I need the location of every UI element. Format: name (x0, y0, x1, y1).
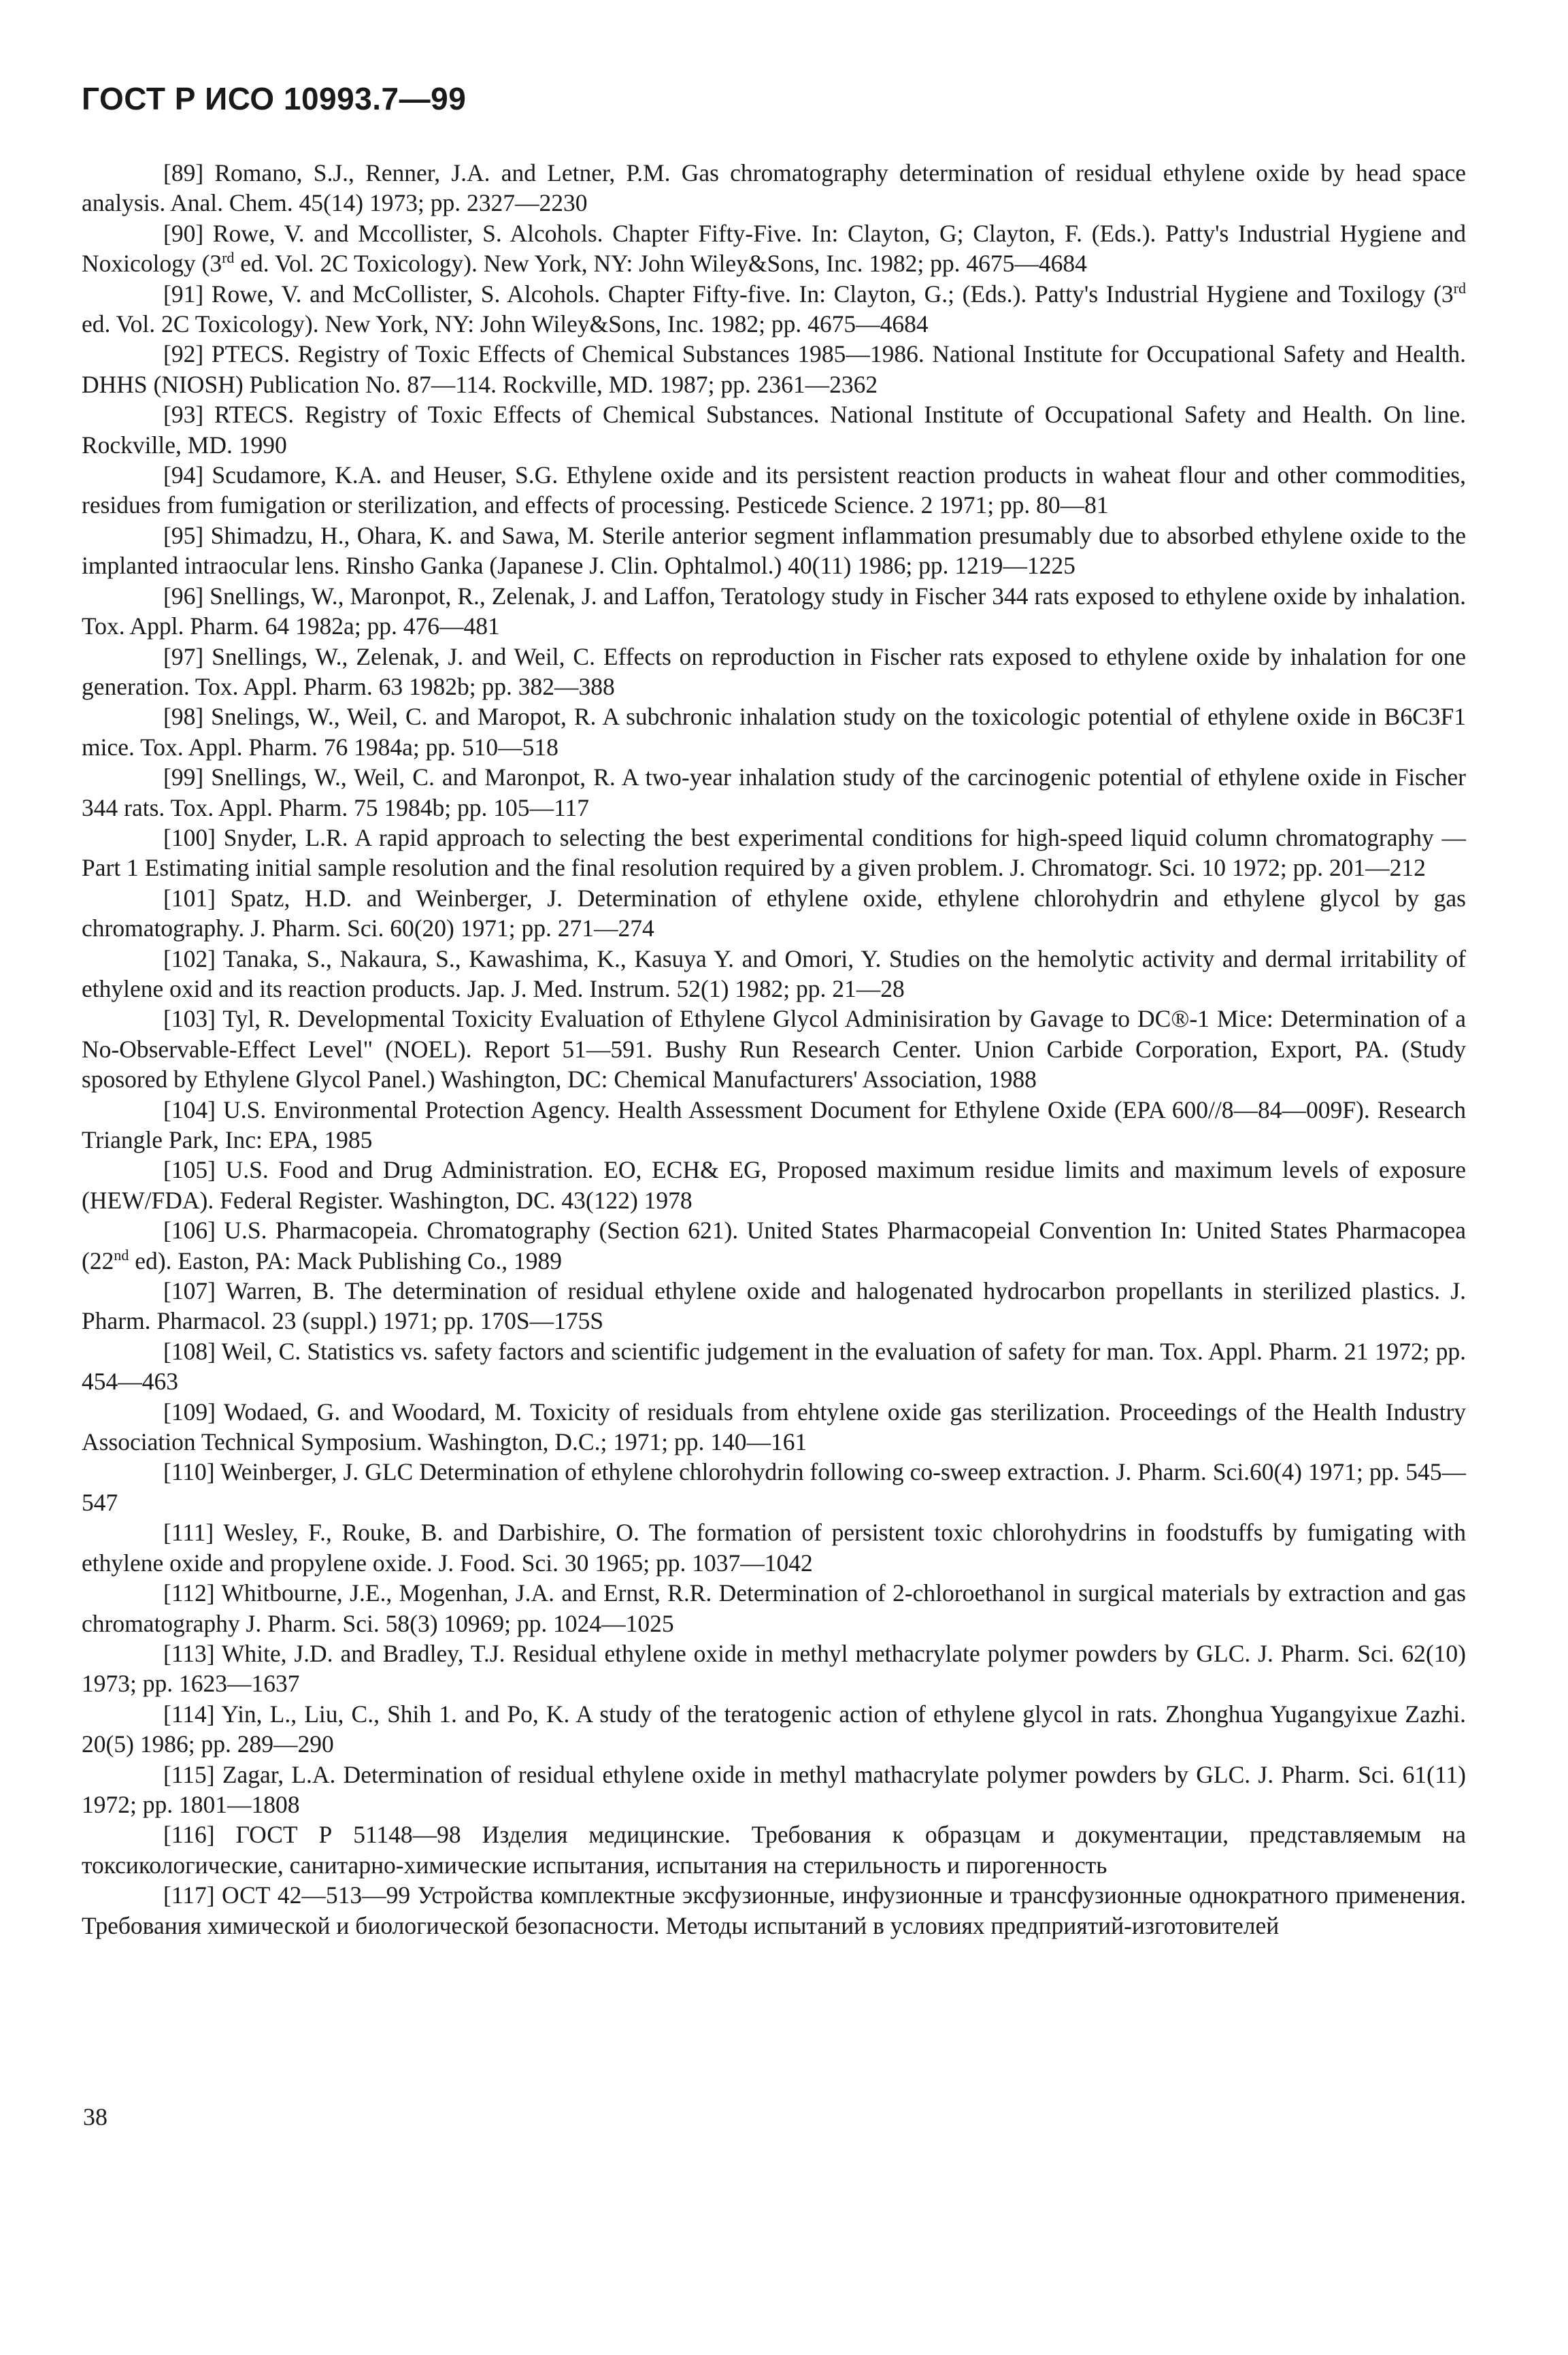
page-header-title: ГОСТ Р ИСО 10993.7—99 (82, 81, 467, 116)
reference-number: [109] (163, 1398, 216, 1426)
reference-entry (82, 1215, 1466, 1276)
reference-text: Spatz, H.D. and Weinberger, J. Determination of ethylene oxide, ethylene chlorohydrin and ethylene glycol by gas chromatography. J. Pharm. Sci. 60(20) 1971; pp. 271—274 (82, 884, 1466, 942)
reference-text: Rowe, V. and Mccollister, S. Alcohols. Chapter Fifty-Five. In: Clayton, G; Clayton, F. (Eds.). Patty's Industrial Hygiene and Noxicology (3 (82, 219, 1467, 278)
reference-number: [106] (163, 1217, 216, 1245)
reference-number: [92] (163, 340, 204, 368)
reference-text: Tanaka, S., Nakaura, S., Kawashima, K., Kasuya Y. and Omori, Y. Studies on the hemolytic activity and dermal irritability of ethylene oxid and its reaction products. Jap. J. Med. Instrum. 52(1) 1982; pp. 21—28 (82, 944, 1467, 1002)
reference-entry (82, 944, 1466, 1004)
reference-text: Snellings, W., Maronpot, R., Zelenak, J. and Laffon, Teratology study in Fischer 344 rats exposed to ethylene oxide by inhalation. Tox. Appl. Pharm. 64 1982a; pp. 476—481 (82, 582, 1467, 640)
reference-entry (82, 460, 1466, 521)
reference-entry (82, 1276, 1466, 1336)
reference-text: Wodaed, G. and Woodard, M. Toxicity of residuals from ehtylene oxide gas sterilization. Proceedings of the Health Industry Association Technical Symposium. Washington, D.C.; 1971; pp. 140—161 (82, 1398, 1467, 1456)
reference-number: [105] (163, 1156, 216, 1184)
reference-entry (82, 762, 1466, 823)
reference-number: [110] (163, 1458, 215, 1486)
reference-text: Rowe, V. and McCollister, S. Alcohols. Chapter Fifty-five. In: Clayton, G.; (Eds.). Patty's Industrial Hygiene and Toxilogy (3 (211, 280, 1454, 308)
reference-number: [116] (163, 1821, 215, 1849)
reference-number: [89] (163, 159, 204, 186)
reference-number: [107] (163, 1277, 216, 1305)
reference-text: RTECS. Registry of Toxic Effects of Chemical Substances. National Institute of Occupational Safety and Health. On line. Rockville, MD. 1990 (82, 401, 1467, 459)
reference-number: [94] (163, 461, 204, 489)
reference-entry (82, 1578, 1466, 1638)
reference-entry (82, 1004, 1466, 1094)
reference-entry (82, 1397, 1466, 1458)
reference-number: [100] (163, 823, 216, 851)
reference-number: [97] (163, 642, 204, 670)
reference-number: [98] (163, 703, 204, 731)
reference-text-continued: ed). Easton, PA: Mack Publishing Co., 1989 (129, 1247, 563, 1274)
reference-entry (82, 1880, 1466, 1941)
reference-entry (82, 1336, 1466, 1397)
reference-number: [114] (163, 1700, 215, 1728)
reference-text: PTECS. Registry of Toxic Effects of Chemical Substances 1985—1986. National Institute for Occupational Safety and Health. DHHS (NIOSH) Publication No. 87—114. Rockville, MD. 1987; pp. 2361—2362 (82, 340, 1467, 398)
reference-entry (82, 823, 1466, 883)
reference-text: ОСТ 42—513—99 Устройства комплектные эксфузионные, инфузионные и трансфузионные однократного применения. Требования химической и биологической безопасности. Методы испытаний в условиях предприятий-изготовителей (82, 1881, 1467, 1939)
reference-text: Yin, L., Liu, C., Shih 1. and Po, K. A study of the teratogenic action of ethylene glycol in rats. Zhonghua Yugangyixue Zazhi. 20(5) 1986; pp. 289—290 (82, 1700, 1466, 1758)
reference-text: Whitbourne, J.E., Mogenhan, J.A. and Ernst, R.R. Determination of 2-chloroethanol in surgical materials by extraction and gas chromatography J. Pharm. Sci. 58(3) 10969; pp. 1024—1025 (82, 1579, 1466, 1637)
reference-text: Snyder, L.R. A rapid approach to selecting the best experimental conditions for high-speed liquid column chromatography — Part 1 Estimating initial sample resolution and the final resolution required by a given problem. J. Chromatogr. Sci. 10 1972; pp. 201—212 (82, 823, 1467, 882)
reference-text: Snelings, W., Weil, C. and Maropot, R. A subchronic inhalation study on the toxicologic potential of ethylene oxide in B6C3F1 mice. Tox. Appl. Pharm. 76 1984a; pp. 510—518 (82, 703, 1466, 761)
reference-text: Warren, B. The determination of residual ethylene oxide and halogenated hydrocarbon propellants in sterilized plastics. J. Pharm. Pharmacol. 23 (suppl.) 1971; pp. 170S—175S (82, 1277, 1467, 1335)
reference-number: [102] (163, 944, 216, 972)
reference-text: White, J.D. and Bradley, T.J. Residual ethylene oxide in methyl methacrylate polymer powders by GLC. J. Pharm. Sci. 62(10) 1973; pp. 1623—1637 (82, 1639, 1467, 1698)
reference-text: U.S. Environmental Protection Agency. Health Assessment Document for Ethylene Oxide (EPA 600//8—84—009F). Research Triangle Park, Inc: EPA, 1985 (82, 1096, 1467, 1153)
reference-text: Scudamore, K.A. and Heuser, S.G. Ethylene oxide and its persistent reaction products in waheat flour and other commodities, residues from fumigation or sterilization, and effects of processing. Pesticede Science. 2 1971; pp. 80—81 (82, 461, 1466, 519)
reference-text: U.S. Food and Drug Administration. EO, ECH& EG, Proposed maximum residue limits and maximum levels of exposure (HEW/FDA). Federal Register. Washington, DC. 43(122) 1978 (82, 1156, 1467, 1214)
reference-text: Wesley, F., Rouke, B. and Darbishire, O. The formation of persistent toxic chlorohydrins in foodstuffs by fumigating with ethylene oxide and propylene oxide. J. Food. Sci. 30 1965; pp. 1037—1042 (82, 1519, 1466, 1577)
reference-entry (82, 883, 1466, 944)
reference-number: [104] (163, 1096, 216, 1123)
reference-number: [111] (163, 1519, 214, 1547)
reference-entry (82, 158, 1466, 218)
reference-entry (82, 218, 1466, 279)
reference-entry (82, 1457, 1466, 1517)
reference-entry (82, 642, 1466, 702)
reference-entry (82, 399, 1466, 460)
reference-text: Romano, S.J., Renner, J.A. and Letner, P.M. Gas chromatography determination of residual ethylene oxide by head space analysis. Anal. Chem. 45(14) 1973; pp. 2327—2230 (82, 159, 1466, 217)
reference-text: Weinberger, J. GLC Determination of ethylene chlorohydrin following co-sweep extraction. J. Pharm. Sci.60(4) 1971; pp. 545—547 (82, 1458, 1467, 1516)
reference-entry (82, 702, 1466, 762)
reference-text: Zagar, L.A. Determination of residual ethylene oxide in methyl mathacrylate polymer powders by GLC. J. Pharm. Sci. 61(11) 1972; pp. 1801—1808 (82, 1760, 1466, 1818)
reference-number: [101] (163, 884, 216, 912)
reference-number: [91] (163, 280, 204, 308)
reference-entry (82, 521, 1466, 581)
reference-entry (82, 1638, 1466, 1699)
reference-number: [113] (163, 1639, 215, 1667)
reference-text: Weil, C. Statistics vs. safety factors and scientific judgement in the evaluation of safety for man. Tox. Appl. Pharm. 21 1972; pp. 454—463 (82, 1337, 1466, 1396)
reference-number: [103] (163, 1005, 216, 1033)
reference-text: Snellings, W., Weil, C. and Maronpot, R. A two-year inhalation study of the carcinogenic potential of ethylene oxide in Fischer 344 rats. Tox. Appl. Pharm. 75 1984b; pp. 105—117 (82, 763, 1467, 821)
reference-superscript: rd (1453, 279, 1466, 297)
reference-number: [99] (163, 763, 204, 791)
reference-number: [112] (163, 1579, 215, 1607)
reference-text: Shimadzu, H., Ohara, K. and Sawa, M. Sterile anterior segment inflammation presumably due to absorbed ethylene oxide to the implanted intraocular lens. Rinsho Ganka (Japanese J. Clin. Ophtalmol.) 40(11) 1986; pp. 1219—1225 (82, 521, 1467, 580)
reference-number: [90] (163, 219, 204, 247)
reference-entry (82, 1760, 1466, 1820)
reference-entry (82, 279, 1466, 340)
reference-entry (82, 1095, 1466, 1155)
reference-superscript: nd (114, 1246, 129, 1264)
reference-text-continued: ed. Vol. 2C Toxicology). New York, NY: John Wiley&Sons, Inc. 1982; pp. 4675—4684 (82, 310, 929, 338)
reference-entry (82, 581, 1466, 642)
reference-entry (82, 1155, 1466, 1215)
reference-number: [117] (163, 1881, 215, 1909)
reference-number: [96] (163, 582, 204, 610)
reference-text: U.S. Pharmacopeia. Chromatography (Section 621). United States Pharmacopeial Convention In: United States Pharmacopea (22 (82, 1217, 1467, 1274)
reference-text: ГОСТ Р 51148—98 Изделия медицинские. Требования к образцам и документации, представляемым на токсикологические, санитарно-химические испытания, испытания на стерильность и пирогенность (82, 1821, 1466, 1879)
reference-list (82, 158, 1466, 1941)
reference-number: [93] (163, 401, 204, 429)
reference-text: Tyl, R. Developmental Toxicity Evaluation of Ethylene Glycol Adminisiration by Gavage to DC®-1 Mice: Determination of a No-Observable-Effect Level" (NOEL). Report 51—591. Bushy Run Research Center. Union Carbide Corporation, Export, PA. (Study sposored by Ethylene Glycol Panel.) Washington, DC: Chemical Manufacturers' Association, 1988 (82, 1005, 1467, 1093)
reference-entry (82, 1699, 1466, 1760)
page-number: 38 (83, 2103, 107, 2130)
reference-entry (82, 339, 1466, 399)
reference-text: Snellings, W., Zelenak, J. and Weil, C. Effects on reproduction in Fischer rats exposed to ethylene oxide by inhalation for one generation. Tox. Appl. Pharm. 63 1982b; pp. 382—388 (82, 642, 1467, 700)
reference-text-continued: ed. Vol. 2C Toxicology). New York, NY: John Wiley&Sons, Inc. 1982; pp. 4675—4684 (234, 250, 1087, 278)
reference-superscript: rd (222, 249, 235, 267)
reference-entry (82, 1819, 1466, 1880)
reference-number: [115] (163, 1760, 215, 1788)
reference-entry (82, 1517, 1466, 1578)
reference-number: [95] (163, 521, 204, 549)
reference-number: [108] (163, 1337, 216, 1365)
